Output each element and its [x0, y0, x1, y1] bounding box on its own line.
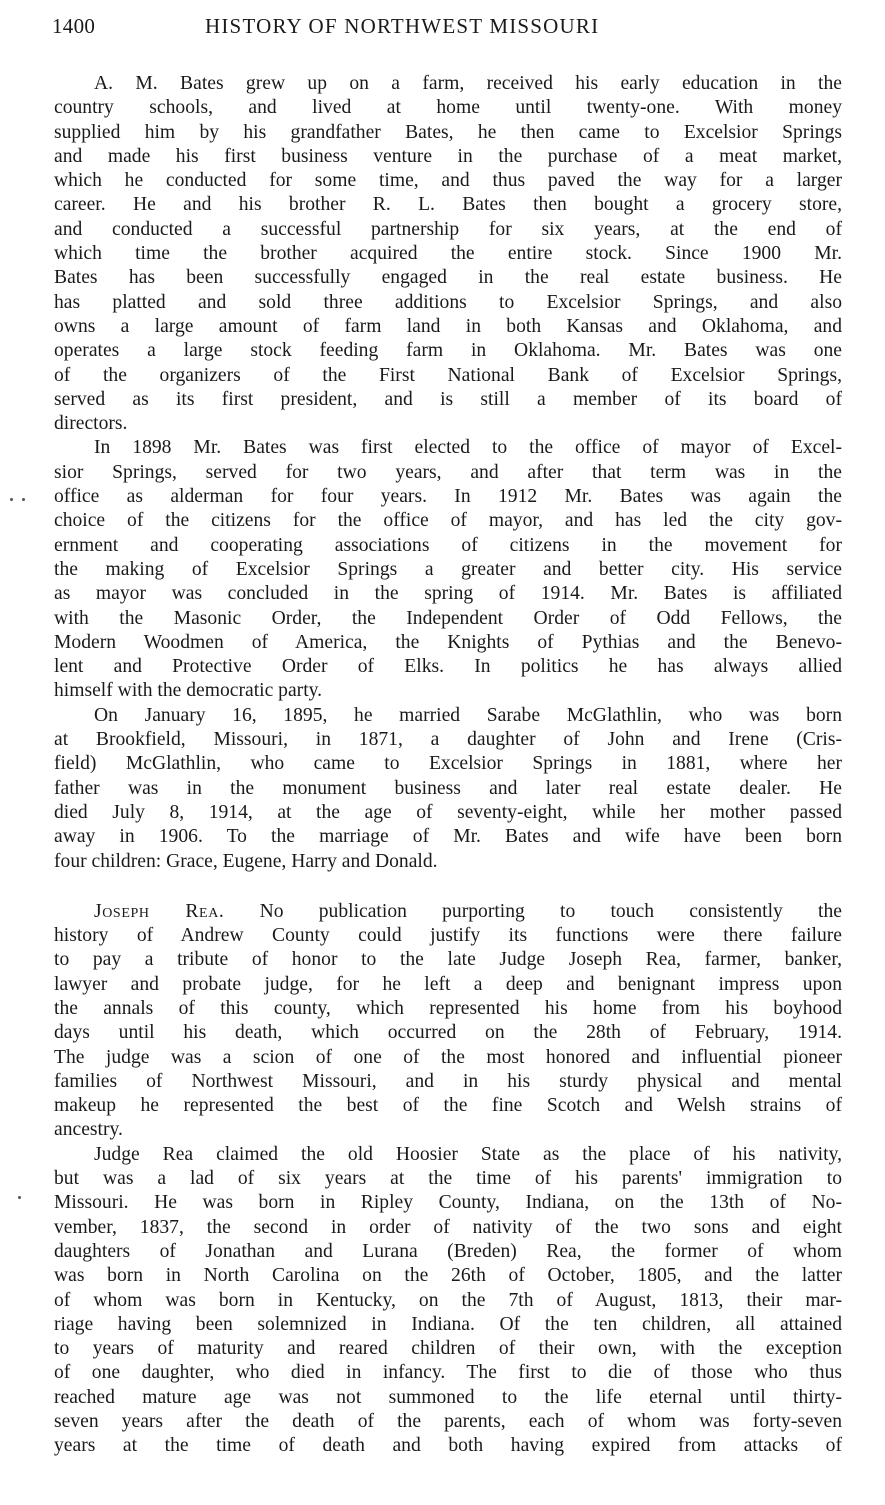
text-line: of one daughter, who died in infancy. The first to die of those who thus [54, 1362, 842, 1384]
text-line: as mayor was concluded in the spring of 1914. Mr. Bates is affiliated [54, 583, 842, 605]
text-line: with the Masonic Order, the Independent Order of Odd Fellows, the [54, 607, 842, 629]
text-line: ernment and cooperating associations of citizens in the movement for [54, 534, 842, 556]
text-line: country schools, and lived at home until twenty-one. With money [54, 97, 842, 119]
text-line: directors. [54, 413, 128, 435]
text-line: operates a large stock feeding farm in Oklahoma. Mr. Bates was one [54, 340, 842, 362]
text-line: to years of maturity and reared children of their own, with the exception [54, 1338, 842, 1360]
text-line: Bates has been successfully engaged in the real estate business. He [54, 267, 842, 289]
biography-lead-name: Joseph Rea. [94, 900, 225, 922]
text-line: career. He and his brother R. L. Bates then bought a grocery store, [54, 194, 842, 216]
paragraph-bates-career [54, 72, 842, 436]
text-line: supplied him by his grandfather Bates, he then came to Excelsior Springs [54, 121, 842, 143]
page-number: 1400 [52, 14, 96, 38]
text-line: the making of Excelsior Springs a greater and better city. His service [54, 558, 842, 580]
text-line: away in 1906. To the marriage of Mr. Bates and wife have been born [54, 826, 842, 848]
text-line: field) McGlathlin, who came to Excelsior Springs in 1881, where her [54, 753, 842, 775]
text-line: ancestry. [54, 1119, 123, 1141]
body-text [54, 72, 842, 1459]
text-line: In 1898 Mr. Bates was first elected to the office of mayor of Excel- [94, 437, 842, 459]
text-line: On January 16, 1895, he married Sarabe McGlathlin, who was born [94, 704, 842, 726]
text-line: father was in the monument business and later real estate dealer. He [54, 777, 842, 799]
text-line: lent and Protective Order of Elks. In politics he has always allied [54, 656, 842, 678]
scan-speck [18, 1196, 21, 1199]
text-line: Modern Woodmen of America, the Knights of Pythias and the Benevo- [54, 631, 842, 653]
text-line: owns a large amount of farm land in both Kansas and Oklahoma, and [54, 315, 842, 337]
text-line-rest: No publication purporting to touch consistently the [224, 900, 842, 922]
text-line: Judge Rea claimed the old Hoosier State as the place of his nativity, [94, 1143, 842, 1165]
text-line: Missouri. He was born in Ripley County, Indiana, on the 13th of No- [54, 1192, 842, 1214]
text-line: reached mature age was not summoned to the life eternal until thirty- [54, 1386, 842, 1408]
paragraph-joseph-rea-origins [54, 1143, 842, 1459]
text-line: seven years after the death of the parents, each of whom was forty-seven [54, 1411, 842, 1433]
text-line: days until his death, which occurred on the 28th of February, 1914. [54, 1022, 842, 1044]
text-line: history of Andrew County could justify its functions were there failure [54, 925, 842, 947]
text-line: died July 8, 1914, at the age of seventy-eight, while her mother passed [54, 801, 842, 823]
section-gap [54, 874, 842, 900]
text-line: The judge was a scion of one of the most honored and influential pioneer [54, 1046, 842, 1068]
paragraph-bates-marriage [54, 704, 842, 874]
text-line: was born in North Carolina on the 26th of October, 1805, and the latter [54, 1265, 842, 1287]
text-line: vember, 1837, the second in order of nativity of the two sons and eight [54, 1216, 842, 1238]
text-line: years at the time of death and both having expired from attacks of [54, 1435, 842, 1457]
scan-speck [22, 498, 25, 501]
running-title: HISTORY OF NORTHWEST MISSOURI [205, 14, 600, 38]
paragraph-joseph-rea-intro [54, 900, 842, 1143]
text-line: daughters of Jonathan and Lurana (Breden) Rea, the former of whom [54, 1240, 842, 1262]
text-line: has platted and sold three additions to Excelsior Springs, and also [54, 291, 842, 313]
text-line: of the organizers of the First National Bank of Excelsior Springs, [54, 364, 842, 386]
text-line: riage having been solemnized in Indiana. Of the ten children, all attained [54, 1313, 842, 1335]
paragraph-bates-mayor [54, 436, 842, 703]
text-line: families of Northwest Missouri, and in his sturdy physical and mental [54, 1070, 842, 1092]
text-line: but was a lad of six years at the time of his parents' immigration to [54, 1168, 842, 1190]
text-line: lawyer and probate judge, for he left a deep and benignant impress upon [54, 973, 842, 995]
running-head [52, 14, 842, 46]
text-line: served as its first president, and is still a member of its board of [54, 388, 842, 410]
text-line: four children: Grace, Eugene, Harry and Donald. [54, 850, 438, 872]
text-line: at Brookfield, Missouri, in 1871, a daughter of John and Irene (Cris- [54, 729, 842, 751]
text-line: makeup he represented the best of the fine Scotch and Welsh strains of [54, 1095, 842, 1117]
text-line: which time the brother acquired the entire stock. Since 1900 Mr. [54, 243, 842, 265]
text-line: which he conducted for some time, and thus paved the way for a larger [54, 170, 842, 192]
text-line: office as alderman for four years. In 1912 Mr. Bates was again the [54, 486, 842, 508]
text-line: and made his first business venture in the purchase of a meat market, [54, 145, 842, 167]
text-line: the annals of this county, which represented his home from his boyhood [54, 997, 842, 1019]
text-line: himself with the democratic party. [54, 680, 323, 702]
text-line: sior Springs, served for two years, and after that term was in the [54, 461, 842, 483]
text-line: to pay a tribute of honor to the late Judge Joseph Rea, farmer, banker, [54, 949, 842, 971]
text-line: of whom was born in Kentucky, on the 7th of August, 1813, their mar- [54, 1289, 842, 1311]
text-line [54, 900, 842, 924]
text-line: and conducted a successful partnership for six years, at the end of [54, 218, 842, 240]
scan-speck [10, 498, 13, 501]
text-line: choice of the citizens for the office of mayor, and has led the city gov- [54, 510, 842, 532]
text-line: A. M. Bates grew up on a farm, received his early education in the [94, 73, 842, 94]
